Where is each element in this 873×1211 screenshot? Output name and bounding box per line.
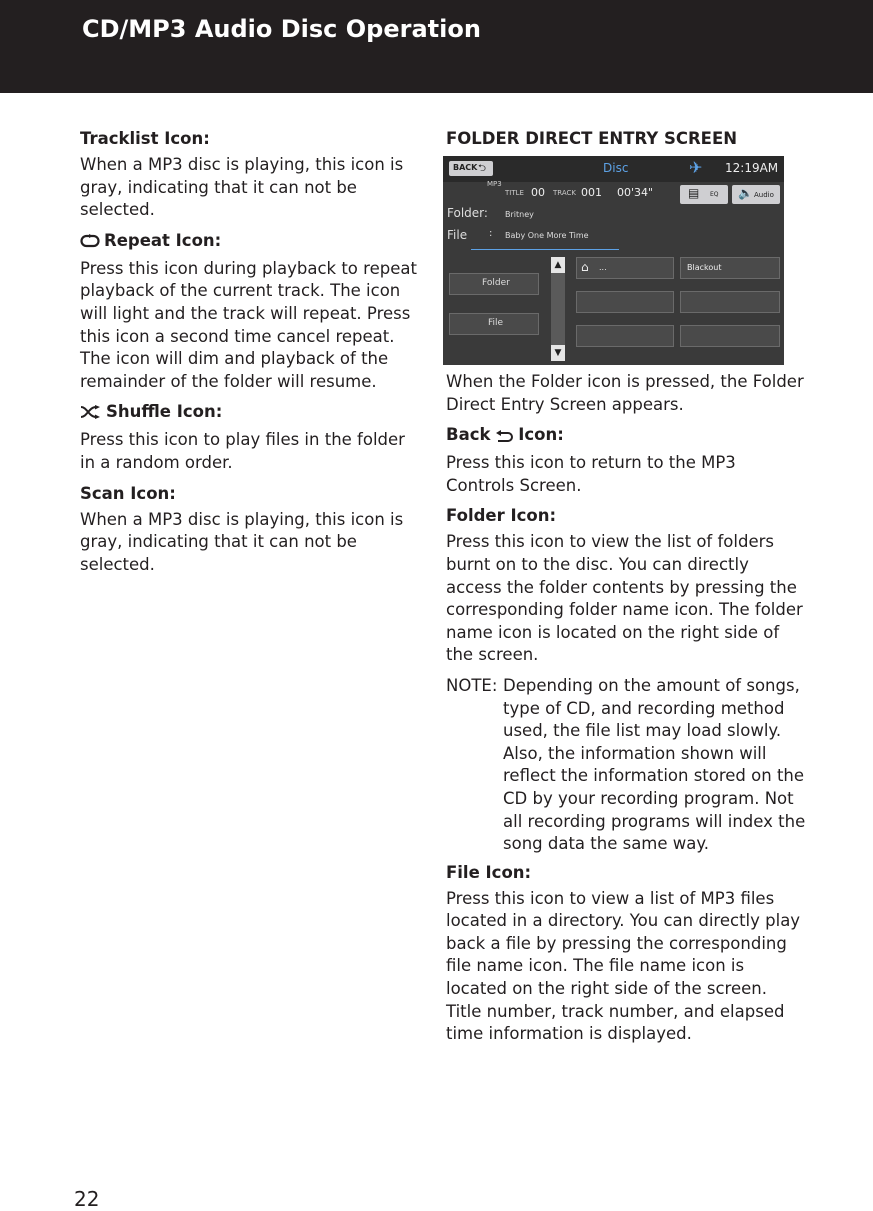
repeat-heading-text: Repeat Icon: xyxy=(104,230,222,250)
note-body: Depending on the amount of songs, type of CD, and recording method used, the file list may load slowly. Also, the information shown will reflect the information stored on the CD by your recording program. Not all recording programs will index the song data the same way. xyxy=(503,675,806,854)
screen-track-label: TRACK xyxy=(553,189,576,197)
screen-file-value: Baby One More Time xyxy=(505,231,589,240)
note-label: NOTE: xyxy=(446,675,498,695)
satellite-icon: ✈ xyxy=(689,158,703,177)
screen-folder-label: Folder: xyxy=(447,206,488,220)
screen-back-button[interactable] xyxy=(449,161,493,176)
repeat-heading xyxy=(80,230,425,254)
back-heading xyxy=(446,424,806,448)
screen-title-label: TITLE xyxy=(505,189,524,197)
shuffle-body: Press this icon to play files in the folder in a random order. xyxy=(80,430,405,472)
scroll-up-icon[interactable]: ▲ xyxy=(551,257,565,273)
scan-body: When a MP3 disc is playing, this icon is gray, indicating that it can not be selected. xyxy=(80,509,404,574)
right-column xyxy=(446,126,806,1054)
screen-track-num: 001 xyxy=(581,186,602,199)
screen-file-sep: : xyxy=(489,228,493,239)
left-column xyxy=(80,126,425,584)
back-heading-b: Icon: xyxy=(518,425,564,445)
back-heading-a: Back xyxy=(446,425,491,445)
scroll-down-icon[interactable]: ▼ xyxy=(551,345,565,361)
tracklist-heading: Tracklist Icon: xyxy=(80,129,210,148)
screen-audio-label: Audio xyxy=(754,191,774,199)
screen-source: Disc xyxy=(603,161,629,175)
screen-list-slot-5[interactable] xyxy=(576,325,674,347)
folder-body: Press this icon to view the list of folders burnt on to the disc. You can directly access the folder contents by pressing the corresponding folder name icon. The folder name icon is located on the right side of the screen. xyxy=(446,532,803,665)
screen-title-num: 00 xyxy=(531,186,545,199)
screen-elapsed: 00'34" xyxy=(617,186,654,199)
screen-list-item-2[interactable] xyxy=(680,257,780,279)
screen-folder-value: Britney xyxy=(505,210,534,219)
screen-back-label: BACK xyxy=(453,163,478,172)
scan-heading: Scan Icon: xyxy=(80,483,176,503)
screen-list-item-1-label: ... xyxy=(599,263,607,272)
screen-clock: 12:19AM xyxy=(725,161,779,175)
back-arrow-icon: ⮌ xyxy=(478,163,487,174)
repeat-icon xyxy=(80,232,100,254)
page-number: 22 xyxy=(74,1187,100,1211)
folder-open-icon: ⌂ xyxy=(581,260,589,274)
screen-folder-button-label: Folder xyxy=(482,278,510,288)
file-heading: File Icon: xyxy=(446,862,532,882)
screen-audio-button[interactable] xyxy=(732,185,780,204)
screen-file-button-label: File xyxy=(488,318,504,328)
screen-list-slot-4[interactable] xyxy=(680,291,780,313)
back-body: Press this icon to return to the MP3 Controls Screen. xyxy=(446,453,736,495)
screen-heading: FOLDER DIRECT ENTRY SCREEN xyxy=(446,129,738,148)
equalizer-icon: ▤ xyxy=(688,186,700,200)
shuffle-heading xyxy=(80,401,425,425)
speaker-icon: 🔈 xyxy=(738,186,753,200)
screen-list-slot-6[interactable] xyxy=(680,325,780,347)
page-header xyxy=(0,0,873,93)
page-title: CD/MP3 Audio Disc Operation xyxy=(82,15,481,43)
shuffle-heading-text: Shuffle Icon: xyxy=(106,402,223,422)
screen-format: MP3 xyxy=(487,180,502,188)
folder-heading: Folder Icon: xyxy=(446,506,557,526)
screen-eq-label: EQ xyxy=(710,191,719,198)
screen-list-item-1[interactable] xyxy=(576,257,674,279)
folder-direct-entry-screenshot xyxy=(443,156,784,365)
screen-intro: When the Folder icon is pressed, the Folder Direct Entry Screen appears. xyxy=(446,372,804,414)
repeat-body: Press this icon during playback to repeat playback of the current track. The icon will light and the track will repeat. Press this icon a second time cancel repeat. The icon will dim and playback of the remainder of the folder will resume. xyxy=(80,258,417,391)
screen-folder-button[interactable] xyxy=(449,273,539,295)
back-arrow-icon xyxy=(496,426,514,448)
note-block xyxy=(446,675,806,856)
screen-file-button[interactable] xyxy=(449,313,539,335)
screen-underline xyxy=(471,249,619,250)
screen-list-item-2-label: Blackout xyxy=(687,263,722,272)
screen-eq-button[interactable] xyxy=(680,185,728,204)
shuffle-icon xyxy=(80,403,102,425)
tracklist-body: When a MP3 disc is playing, this icon is gray, indicating that it can not be selected. xyxy=(80,155,404,220)
screen-file-label: File xyxy=(447,228,468,242)
file-body: Press this icon to view a list of MP3 files located in a directory. You can directly play back a file by pressing the corresponding file name icon. The file name icon is located on the right side of the screen. Title number, track number, and elapsed time information is displayed. xyxy=(446,888,801,1044)
screen-list-slot-3[interactable] xyxy=(576,291,674,313)
